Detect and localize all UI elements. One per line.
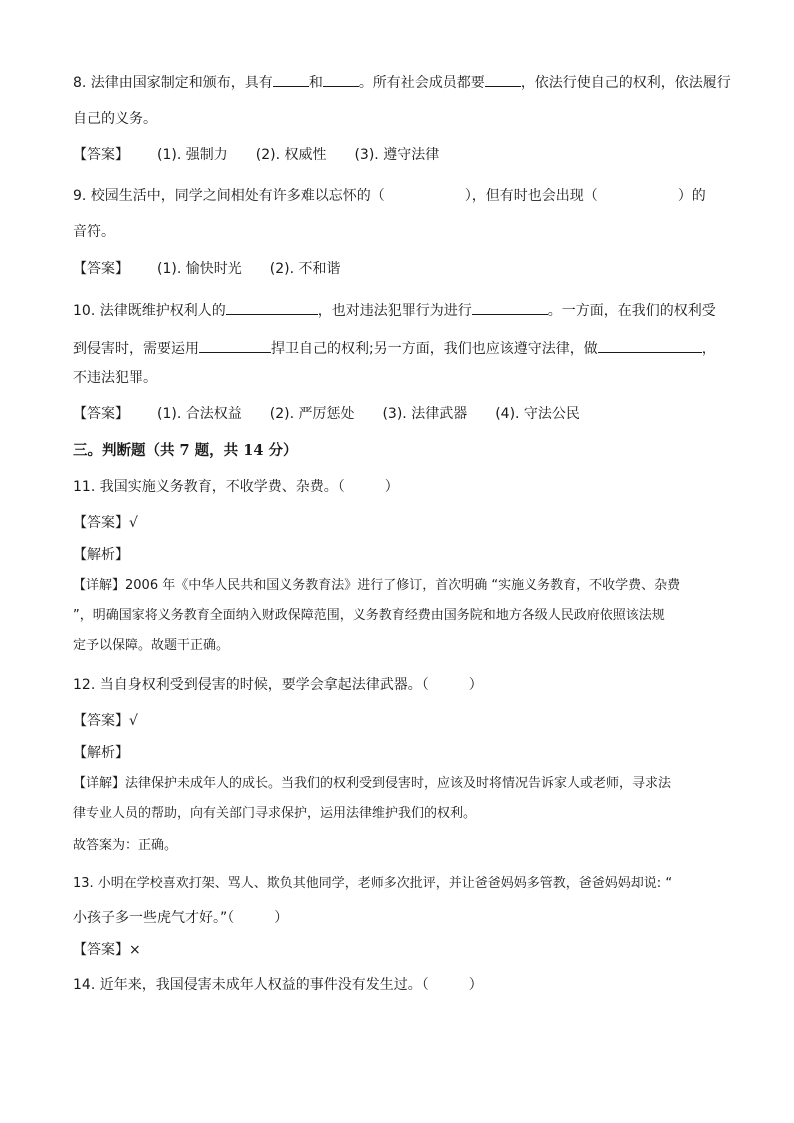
q8-text-5: 自己的义务。 (73, 111, 157, 127)
q11-text: 11. 我国实施义务教育，不收学费、杂费。（ (73, 479, 345, 495)
q14-close: ） (468, 977, 483, 993)
answer-label: 【答案】 (73, 261, 129, 277)
answer-label: 【答案】 (73, 406, 129, 422)
q10-text-3: 。一方面，在我们的权利受 (547, 303, 716, 319)
q10-blank-2 (472, 300, 548, 315)
section-title: 三。判断题（共 7 题，共 14 分） (73, 442, 298, 459)
q9-answer-2: (2). 不和谐 (269, 261, 341, 277)
q12-text: 12. 当自身权利受到侵害的时候，要学会拿起法律武器。（ (73, 677, 429, 693)
q8-blank-1 (273, 72, 309, 87)
q11-detail-line-1: 【详解】2006 年《中华人民共和国义务教育法》进行了修订，首次明确 “实施义务教育，不收学费、杂费 (73, 578, 681, 593)
q10-text-5: 捍卫自己的权利;另一方面，我们也应该遵守法律，做 (271, 341, 598, 357)
question-14 (73, 975, 483, 995)
q10-blank-3 (199, 338, 271, 353)
q11-close: ） (384, 479, 399, 495)
question-10-line-2 (73, 338, 716, 359)
q8-text-2: 和 (308, 75, 323, 91)
q10-blank-4 (598, 338, 702, 353)
q9-text-3: ）的 (677, 188, 706, 204)
q8-answer-3: (3). 遵守法律 (354, 147, 440, 163)
q8-blank-2 (323, 72, 359, 87)
q9-text-2: ），但有时也会出现（ (464, 188, 598, 204)
q8-answer-1: (1). 强制力 (157, 147, 228, 163)
q8-answer-2: (2). 权威性 (255, 147, 327, 163)
question-10-answer (73, 404, 580, 424)
question-13-line-2 (73, 908, 288, 928)
question-9-line-1 (73, 186, 706, 206)
q10-text-1: 10. 法律既维护权利人的 (73, 303, 226, 319)
q13-answer: 【答案】× (73, 942, 141, 958)
question-10-line-1 (73, 300, 716, 321)
q12-detail-line-1: 【详解】法律保护未成年人的成长。当我们的权利受到侵害时，应该及时将情况告诉家人或老师，寻求法 (73, 776, 672, 791)
q10-answer-2: (2). 严厉惩处 (269, 406, 355, 422)
q10-blank-1 (226, 300, 318, 315)
q10-answer-3: (3). 法律武器 (382, 406, 468, 422)
question-13-line-1: 13. 小明在学校喜欢打架、骂人、欺负其他同学，老师多次批评，并让爸爸妈妈多管教，爸爸妈妈却说: “ (73, 876, 673, 891)
q14-text: 14. 近年来，我国侵害未成年人权益的事件没有发生过。（ (73, 977, 429, 993)
q11-answer: 【答案】√ (73, 515, 138, 531)
q8-text-1: 8. 法律由国家制定和颁布，具有 (73, 75, 273, 91)
q11-detail-line-2: ”，明确国家将义务教育全面纳入财政保障范围，义务教育经费由国务院和地方各级人民政府依照该法规 (73, 608, 665, 623)
q8-text-4: ，依法行使自己的权利，依法履行 (520, 75, 731, 91)
q12-answer: 【答案】√ (73, 713, 138, 729)
q12-detail-line-2: 律专业人员的帮助，向有关部门寻求保护，运用法律维护我们的权利。 (73, 806, 477, 821)
q10-answer-1: (1). 合法权益 (157, 406, 242, 422)
q11-detail-line-3: 定予以保障。故题干正确。 (73, 638, 230, 653)
q9-text-4: 音符。 (73, 224, 115, 240)
q13-close: ） (274, 910, 289, 926)
q10-text-4: 到侵害时，需要运用 (73, 341, 199, 357)
question-8-line-1 (73, 72, 731, 93)
q10-text-6: ， (701, 341, 716, 357)
q8-text-3: 。所有社会成员都要 (358, 75, 485, 91)
question-8-line-2 (73, 109, 157, 129)
question-9-line-2 (73, 222, 115, 242)
question-8-answer (73, 145, 439, 165)
q8-blank-3 (485, 72, 521, 87)
question-11 (73, 477, 399, 497)
question-9-answer (73, 259, 340, 279)
q12-analysis-label: 【解析】 (73, 745, 129, 761)
q13-text: 小孩子多一些虎气才好。”（ (73, 910, 235, 926)
q10-text-7: 不违法犯罪。 (73, 370, 157, 386)
q9-text-1: 9. 校园生活中，同学之间相处有许多难以忘怀的（ (73, 188, 385, 204)
q9-answer-1: (1). 愉快时光 (157, 261, 242, 277)
question-10-line-3 (73, 368, 157, 388)
q10-answer-4: (4). 守法公民 (495, 406, 580, 422)
q10-text-2: ，也对违法犯罪行为进行 (317, 303, 472, 319)
question-12 (73, 675, 483, 695)
q12-detail-line-3: 故答案为：正确。 (73, 838, 178, 853)
q11-analysis-label: 【解析】 (73, 547, 129, 563)
answer-label: 【答案】 (73, 147, 129, 163)
q12-close: ） (468, 677, 483, 693)
